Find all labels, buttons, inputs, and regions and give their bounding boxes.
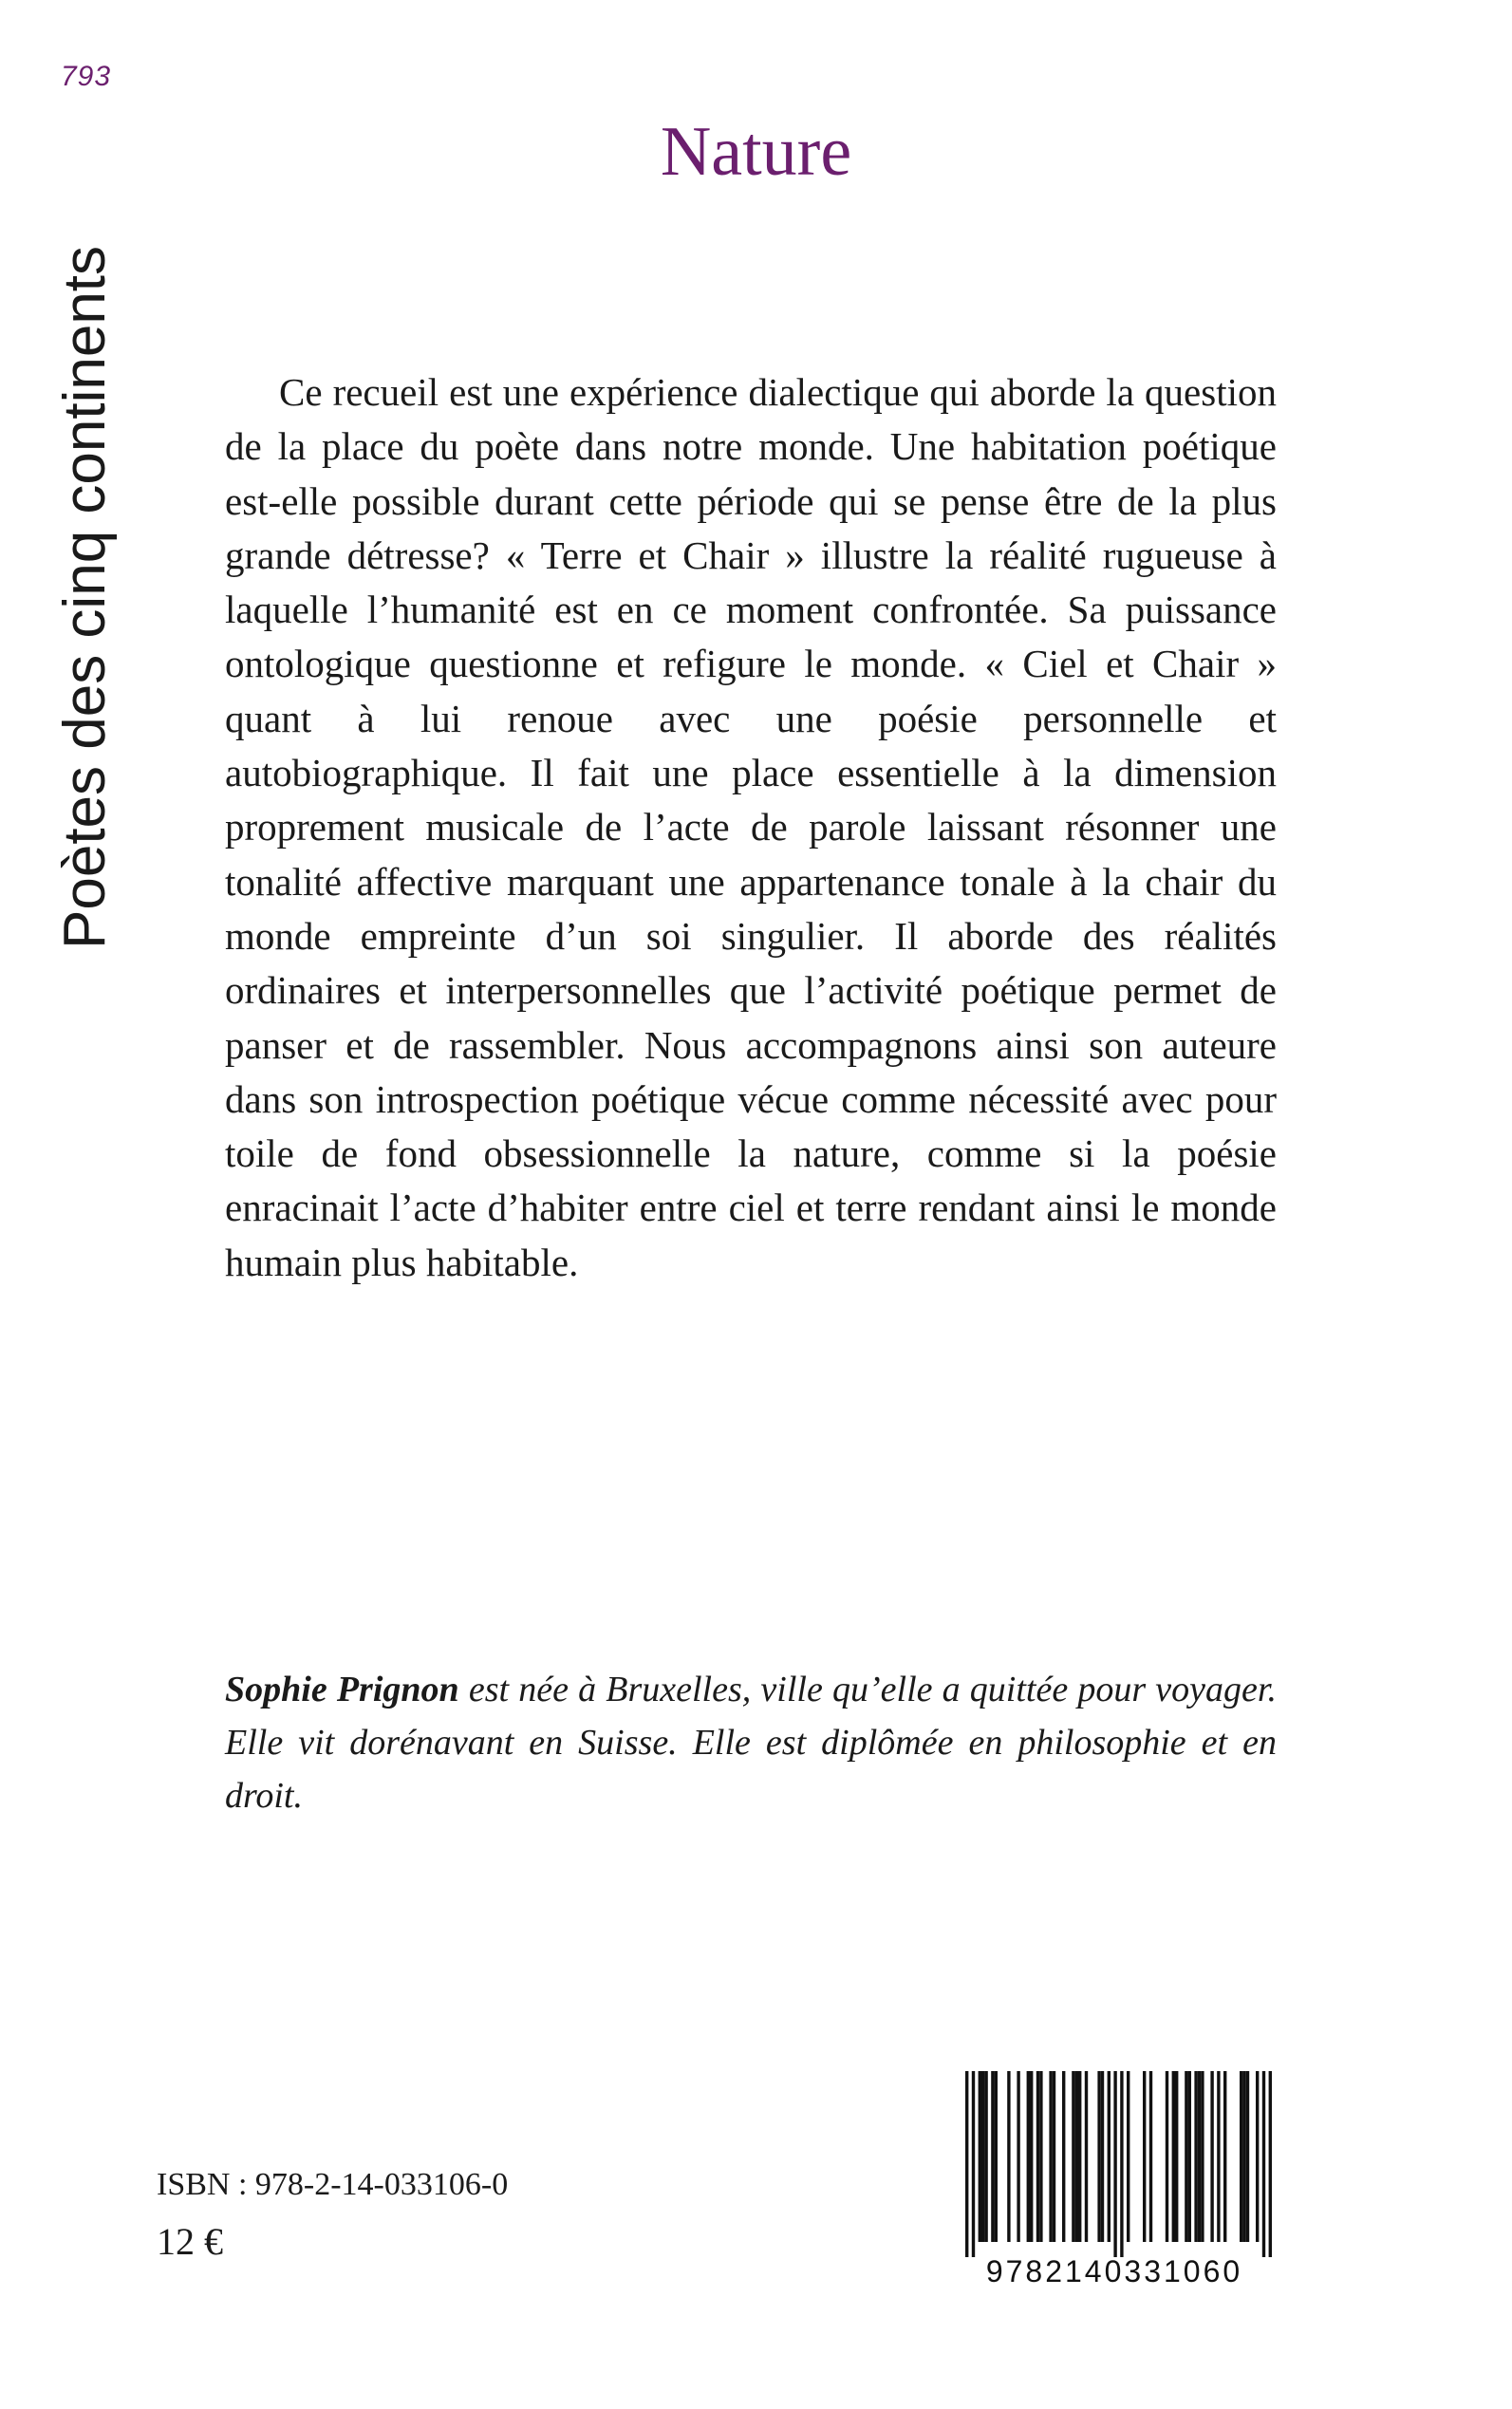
barcode-bar xyxy=(1246,2071,1249,2242)
barcode-bar xyxy=(1113,2071,1116,2257)
barcode-bar xyxy=(1078,2071,1081,2242)
barcode-bar xyxy=(1240,2071,1242,2242)
barcode-bar xyxy=(1201,2071,1204,2242)
barcode-bar xyxy=(991,2071,994,2242)
barcode-bar xyxy=(1053,2071,1055,2242)
barcode-bar xyxy=(1097,2071,1100,2242)
barcode-bar xyxy=(995,2071,998,2242)
barcode-bar xyxy=(984,2071,987,2242)
barcode-bar xyxy=(1194,2071,1197,2242)
barcode xyxy=(952,2065,1278,2291)
barcode-bar xyxy=(1175,2071,1178,2242)
barcode-bar xyxy=(1085,2071,1088,2242)
barcode-bar xyxy=(1210,2071,1213,2242)
back-cover-blurb: Ce recueil est une expérience dialectique qui aborde la question de la place du poète dans notre monde. Une habitation poétique est-elle possible durant cette période qui se pense être de la plus grande détresse? « Terre et Chair » illustre la réalité rugueuse à laquelle l’humanité est en ce moment confrontée. Sa puissance ontologique questionne et refigure le monde. « Ciel et Chair » quant à lui renoue avec une poésie personnelle et autobiographique. Il fait une place essentielle à la dimension proprement musicale de l’acte de parole laissant résonner une tonalité affective marquant une appartenance tonale à la chair du monde empreinte d’un soi singulier. Il aborde des réalités ordinaires et interpersonnelles que l’activité poétique permet de panser et de rassembler. Nous accompagnons ainsi son auteure dans son introspection poétique vécue comme nécessité avec pour toile de fond obsessionnelle la nature, comme si la poésie enracinait l’acte d’habiter entre ciel et terre rendant ainsi le monde humain plus habitable. xyxy=(225,370,1277,1284)
isbn: ISBN : 978-2-14-033106-0 xyxy=(157,2167,509,2202)
barcode-bar xyxy=(1030,2071,1033,2242)
book-title: Nature xyxy=(660,113,852,191)
barcode-bar xyxy=(1007,2071,1010,2242)
barcode-bar xyxy=(1242,2071,1245,2242)
barcode-bar xyxy=(1049,2071,1052,2242)
barcode-bar xyxy=(1143,2071,1146,2242)
barcode-bar xyxy=(1185,2071,1187,2242)
barcode-bar xyxy=(1017,2071,1019,2242)
barcode-bar xyxy=(1127,2071,1129,2242)
barcode-bar xyxy=(1149,2071,1152,2242)
barcode-bar xyxy=(1108,2071,1111,2242)
series-number: 793 xyxy=(61,61,112,92)
barcode-bar xyxy=(1166,2071,1168,2242)
barcode-bar xyxy=(1223,2071,1226,2242)
barcode-bar xyxy=(1198,2071,1201,2242)
barcode-bar xyxy=(972,2071,975,2257)
barcode-bar xyxy=(965,2071,968,2257)
barcode-bar xyxy=(981,2071,984,2242)
series-title: Poètes des cinq continents xyxy=(52,245,118,949)
price: 12 € xyxy=(157,2220,223,2263)
barcode-bar xyxy=(1217,2071,1220,2242)
barcode-bar xyxy=(1188,2071,1191,2242)
barcode-bar xyxy=(1036,2071,1039,2242)
barcode-bar xyxy=(1269,2071,1272,2257)
barcode-bar xyxy=(1039,2071,1042,2242)
author-bio-text: est née à Bruxelles, ville qu’elle a quittée pour voyager. Elle vit dorénavant en Suisse. Elle est diplômée en philosophie et en droit. xyxy=(225,1670,1277,1816)
barcode-digits: 9782140331060 xyxy=(985,2254,1243,2288)
barcode-bar xyxy=(1120,2071,1123,2257)
series-title-spine xyxy=(47,152,123,949)
author-bio xyxy=(225,1663,1277,1822)
barcode-bar xyxy=(1062,2071,1065,2242)
barcode-bar xyxy=(1256,2071,1259,2242)
barcode-bar xyxy=(1072,2071,1074,2242)
barcode-bar xyxy=(1075,2071,1078,2242)
barcode-bar xyxy=(1027,2071,1030,2242)
barcode-bar xyxy=(1172,2071,1175,2242)
barcode-bar xyxy=(1262,2071,1265,2257)
author-name: Sophie Prignon xyxy=(225,1670,459,1709)
barcode-bar xyxy=(979,2071,981,2242)
barcode-bar xyxy=(1101,2071,1104,2242)
